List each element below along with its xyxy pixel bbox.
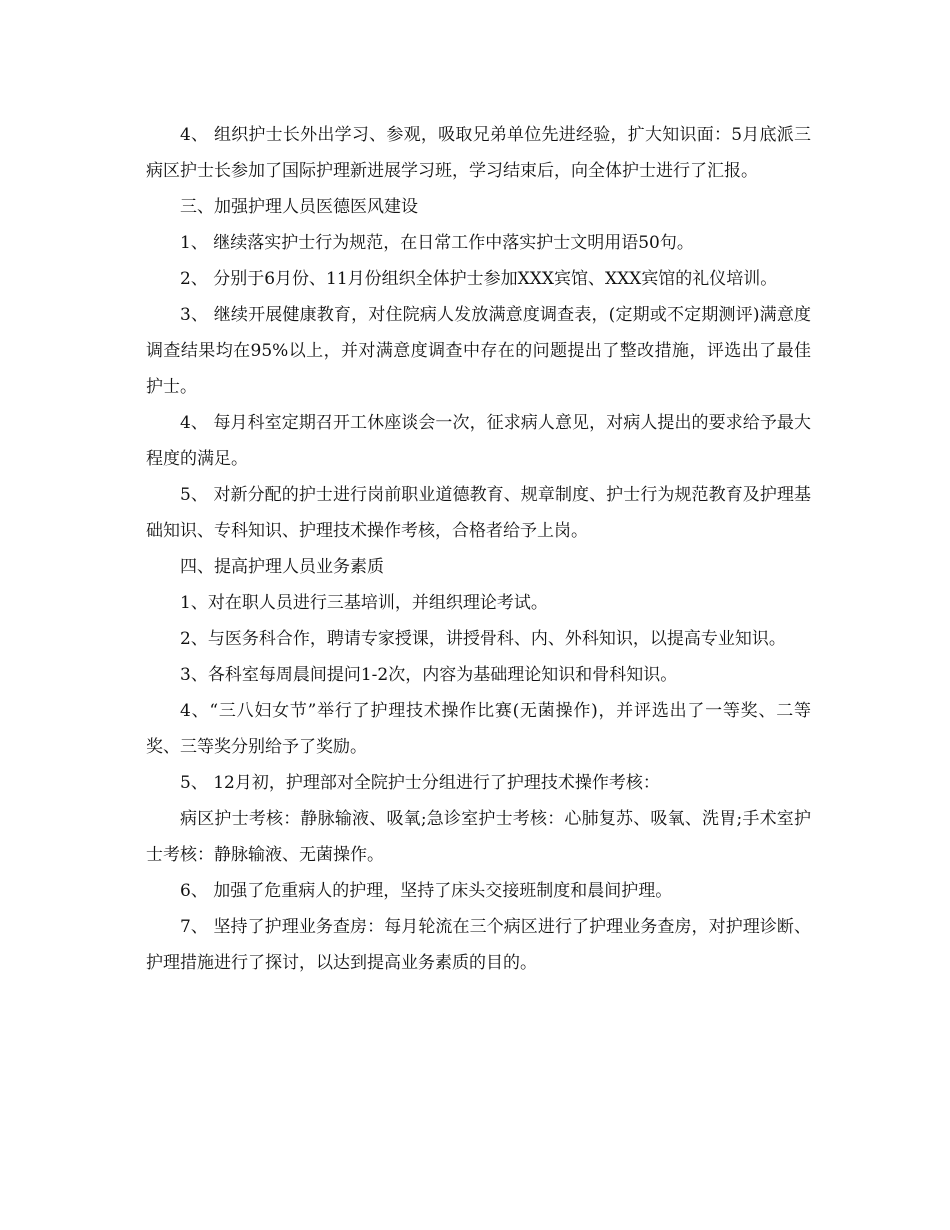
paragraph-item-3-questions: 3、各科室每周晨间提问1-2次，内容为基础理论知识和骨科知识。 [180,665,678,685]
paragraph-item-5-training: 5、 对新分配的护士进行岗前职业道德教育、规章制度、护士行为规范教育及护理基础知识、专科知识、护理技术操作考核，合格者给予上岗。 [146,485,811,541]
paragraph-item-7-rounds: 7、 坚持了护理业务查房：每月轮流在三个病区进行了护理业务查房，对护理诊断、护理措施进行了探讨，以达到提高业务素质的目的。 [146,917,811,973]
paragraph-assessment-details: 病区护士考核：静脉输液、吸氧;急诊室护士考核：心肺复苏、吸氧、洗胃;手术室护士考核：静脉输液、无菌操作。 [146,809,811,865]
section-heading-3: 三、加强护理人员医德医风建设 [180,197,418,217]
paragraph-item-5-assessment: 5、 12月初，护理部对全院护士分组进行了护理技术操作考核： [180,773,660,793]
paragraph-item-2-lecture: 2、与医务科合作，聘请专家授课，讲授骨科、内、外科知识，以提高专业知识。 [180,629,786,649]
section-heading-4: 四、提高护理人员业务素质 [180,557,384,577]
paragraph-item-2-etiquette: 2、 分别于6月份、11月份组织全体护士参加XXX宾馆、XXX宾馆的礼仪培训。 [180,269,778,289]
paragraph-item-4-meeting: 4、 每月科室定期召开工休座谈会一次，征求病人意见，对病人提出的要求给予最大程度的满足。 [146,413,811,469]
paragraph-item-6-care: 6、 加强了危重病人的护理，坚持了床头交接班制度和晨间护理。 [180,881,673,901]
document-body [146,117,811,981]
paragraph-item-1-conduct: 1、 继续落实护士行为规范，在日常工作中落实护士文明用语50句。 [180,233,694,253]
paragraph-item-1-exam: 1、对在职人员进行三基培训，并组织理论考试。 [180,593,548,613]
paragraph-item-4-study: 4、 组织护士长外出学习、参观，吸取兄弟单位先进经验，扩大知识面：5月底派三病区护士长参加了国际护理新进展学习班，学习结束后，向全体护士进行了汇报。 [146,125,811,181]
paragraph-item-3-health-education: 3、 继续开展健康教育，对住院病人发放满意度调查表，(定期或不定期测评)满意度调查结果均在95%以上，并对满意度调查中存在的问题提出了整改措施，评选出了最佳护士。 [146,305,811,397]
paragraph-item-4-competition: 4、“三八妇女节”举行了护理技术操作比赛(无菌操作)，并评选出了一等奖、二等奖、三等奖分别给予了奖励。 [146,701,811,757]
